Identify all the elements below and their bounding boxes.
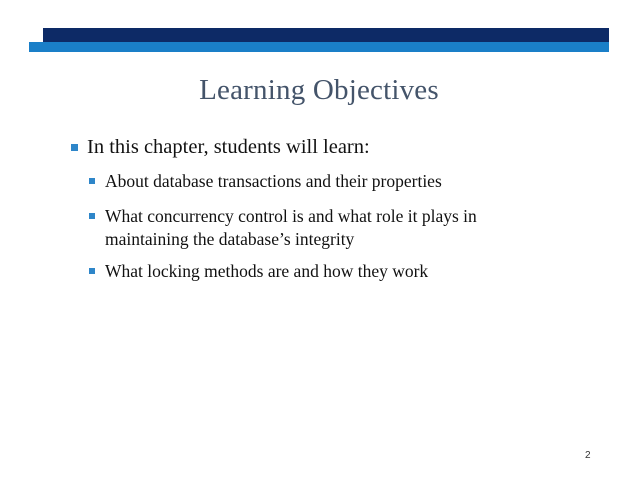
header-bar-light-stripe (29, 42, 609, 52)
sub-bullet-text: What concurrency control is and what role it plays in maintaining the database’s integrity (105, 206, 477, 249)
sub-bullet-text: About database transactions and their properties (105, 171, 442, 191)
sub-bullet-text: What locking methods are and how they work (105, 261, 429, 281)
header-bar-corner-block (29, 28, 43, 42)
sub-bullet-2 (89, 205, 589, 251)
sub-bullet-3 (89, 260, 589, 283)
main-bullet (71, 136, 370, 159)
sub-bullet-1 (89, 170, 589, 193)
square-bullet-icon (89, 213, 95, 219)
square-bullet-icon (89, 268, 95, 274)
header-bar (29, 28, 609, 52)
slide-title: Learning Objectives (199, 74, 439, 106)
page-number: 2 (585, 450, 591, 461)
square-bullet-icon (71, 144, 78, 151)
header-bar-dark-stripe (29, 28, 609, 42)
main-bullet-text: In this chapter, students will learn: (87, 136, 370, 158)
square-bullet-icon (89, 178, 95, 184)
